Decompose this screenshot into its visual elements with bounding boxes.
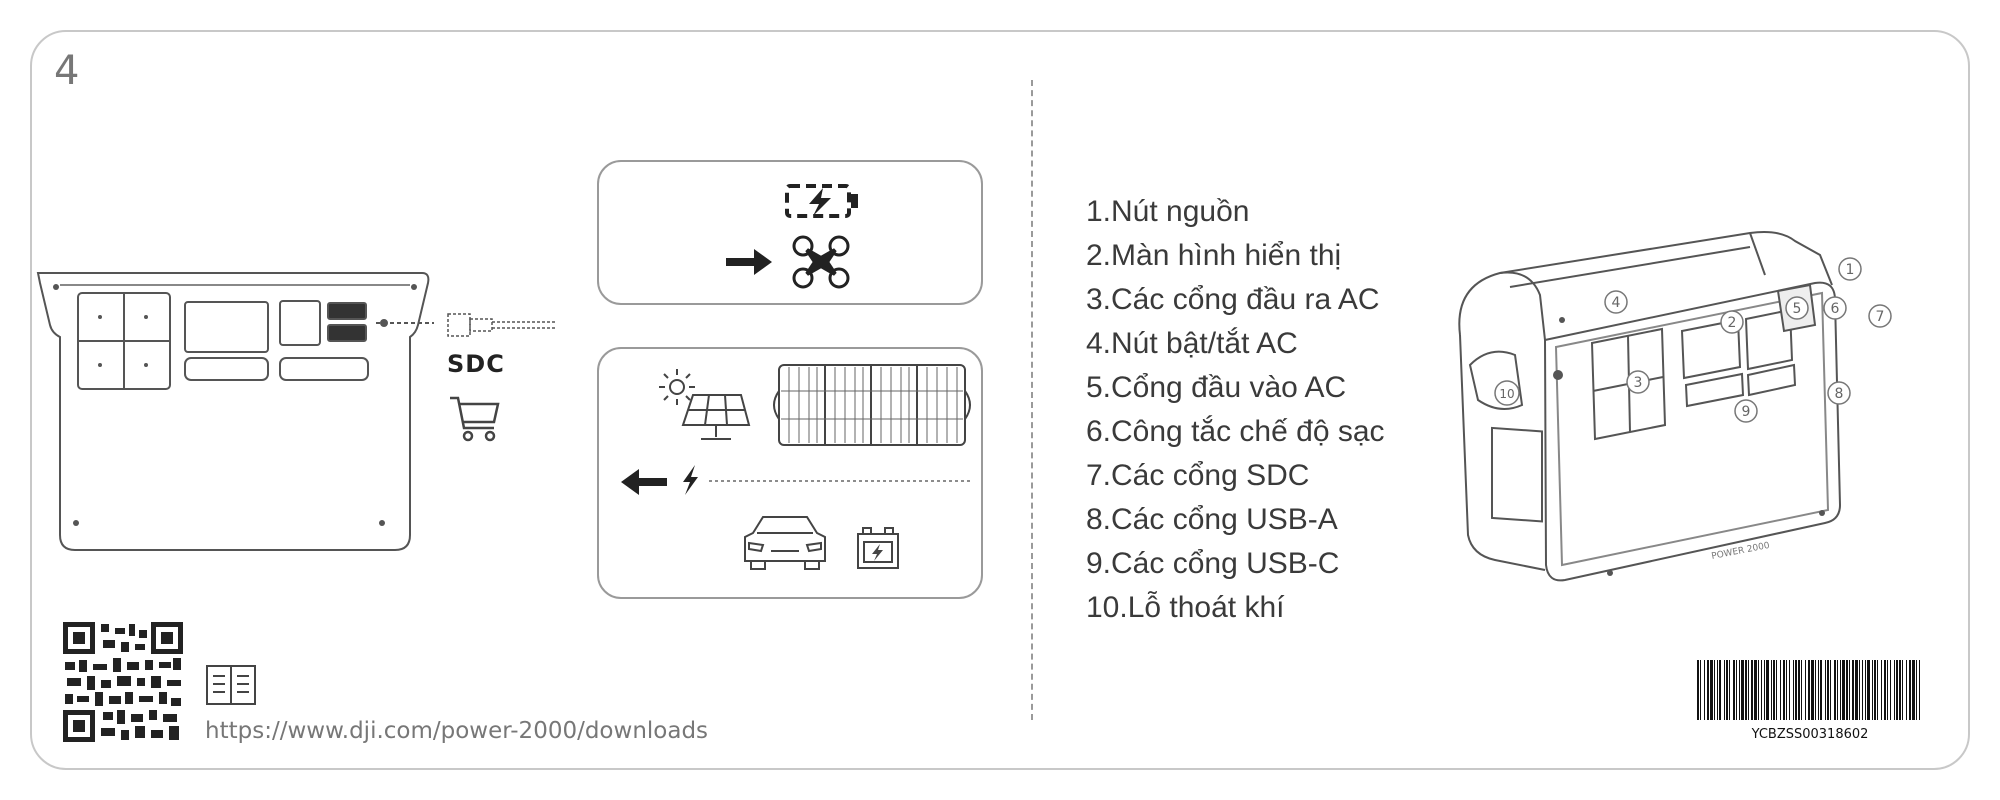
barcode-bar	[1714, 660, 1715, 720]
barcode-bar	[1724, 660, 1725, 720]
download-url-link[interactable]: https://www.dji.com/power-2000/downloads	[205, 718, 709, 744]
barcode-bar	[1815, 660, 1816, 720]
barcode-bar	[1729, 660, 1730, 720]
legend-item: 1.Nút nguồn	[1086, 195, 1250, 228]
manual-book-icon	[205, 664, 257, 706]
barcode-bar	[1902, 660, 1903, 720]
dashed-divider	[1031, 80, 1033, 720]
callout-6	[1824, 297, 1846, 319]
barcode-bar	[1881, 660, 1882, 720]
car-battery-icon	[854, 526, 902, 572]
barcode-bar	[1820, 660, 1822, 720]
barcode-bar	[1805, 660, 1806, 720]
barcode-bar	[1726, 660, 1728, 720]
component-legend	[1086, 190, 1385, 630]
barcode-bar	[1906, 660, 1907, 720]
legend-item: 10.Lỗ thoát khí	[1086, 591, 1285, 624]
barcode-bar	[1697, 660, 1699, 720]
svg-text:6: 6	[1830, 301, 1840, 317]
barcode-serial: YCBZSS00318602	[1751, 727, 1869, 742]
barcode-bar	[1818, 660, 1819, 720]
arrow-left-icon	[619, 467, 669, 497]
svg-text:9: 9	[1741, 404, 1751, 420]
barcode-bar	[1751, 660, 1753, 720]
barcode-bar	[1795, 660, 1797, 720]
svg-text:3: 3	[1633, 375, 1643, 391]
legend-item: 9.Các cổng USB-C	[1086, 547, 1340, 580]
barcode-bar	[1748, 660, 1749, 720]
barcode-bar	[1704, 660, 1705, 720]
callout-4	[1605, 291, 1627, 313]
svg-text:5: 5	[1792, 301, 1802, 317]
lightning-bolt-icon	[679, 463, 701, 497]
battery-charging-icon	[785, 182, 859, 220]
legend-item: 4.Nút bật/tắt AC	[1086, 327, 1298, 360]
barcode-bar	[1754, 660, 1757, 720]
barcode-bar	[1739, 660, 1740, 720]
barcode-bar	[1798, 660, 1800, 720]
barcode-bar	[1855, 660, 1858, 720]
legend-item: 3.Các cổng đầu ra AC	[1086, 283, 1380, 316]
sdc-connector-icon	[440, 310, 560, 340]
barcode-bar	[1771, 660, 1772, 720]
barcode-bar	[1896, 660, 1898, 720]
barcode-bar	[1874, 660, 1876, 720]
barcode-bar	[1916, 660, 1917, 720]
barcode-bar	[1877, 660, 1878, 720]
dashed-connection-line	[709, 479, 971, 483]
qr-code-icon	[63, 622, 183, 742]
barcode-bar	[1710, 660, 1713, 720]
barcode-bar	[1717, 660, 1718, 720]
svg-text:4: 4	[1611, 295, 1621, 311]
barcode-bar	[1758, 660, 1759, 720]
callout-2	[1721, 311, 1743, 333]
barcode-bar	[1842, 660, 1845, 720]
barcode-bar	[1846, 660, 1848, 720]
folding-solar-panel	[767, 361, 977, 449]
callout-5	[1786, 297, 1808, 319]
svg-text:1: 1	[1845, 262, 1855, 278]
solar-car-charging-panel	[597, 347, 983, 599]
barcode-bar	[1811, 660, 1814, 720]
barcode-bar	[1852, 660, 1854, 720]
legend-item: 7.Các cổng SDC	[1086, 459, 1310, 492]
device-brand-text: POWER 2000	[1710, 540, 1771, 562]
barcode-bar	[1766, 660, 1769, 720]
barcode-bar	[1840, 660, 1841, 720]
barcode-bar	[1719, 660, 1721, 720]
barcode-bar	[1865, 660, 1866, 720]
callout-3	[1627, 371, 1649, 393]
car-icon	[739, 511, 831, 573]
legend-item: 6.Công tắc chế độ sạc	[1086, 415, 1385, 448]
barcode-bar	[1872, 660, 1873, 720]
callout-8	[1828, 382, 1850, 404]
barcode-bar	[1849, 660, 1850, 720]
barcode-bar	[1884, 660, 1886, 720]
barcode-bar	[1862, 660, 1863, 720]
svg-text:7: 7	[1875, 309, 1885, 325]
callout-1	[1839, 258, 1861, 280]
barcode-bar	[1890, 660, 1891, 720]
drone-icon	[791, 234, 851, 290]
barcode-bar	[1780, 660, 1781, 720]
barcode-bar	[1837, 660, 1838, 720]
barcode-bar	[1700, 660, 1701, 720]
svg-text:2: 2	[1727, 315, 1737, 331]
barcode-bar	[1733, 660, 1735, 720]
barcode-bar	[1764, 660, 1765, 720]
barcode-bar	[1834, 660, 1836, 720]
barcode-bar	[1786, 660, 1787, 720]
legend-item: 8.Các cổng USB-A	[1086, 503, 1338, 536]
barcode-bar	[1808, 660, 1810, 720]
barcode-bar	[1741, 660, 1744, 720]
arrow-right-icon	[724, 247, 774, 277]
barcode-bar	[1825, 660, 1826, 720]
barcode-bar	[1783, 660, 1785, 720]
callout-7	[1869, 305, 1891, 327]
barcode-bar	[1909, 660, 1911, 720]
svg-text:8: 8	[1834, 386, 1844, 402]
callout-9	[1735, 400, 1757, 422]
barcode-bar	[1830, 660, 1831, 720]
barcode-bar	[1801, 660, 1802, 720]
legend-item: 5.Cổng đầu vào AC	[1086, 371, 1347, 404]
barcode-bar	[1761, 660, 1762, 720]
barcode-bar	[1736, 660, 1737, 720]
barcode-bar	[1707, 660, 1709, 720]
barcode-bar	[1887, 660, 1888, 720]
callout-10	[1495, 381, 1519, 405]
barcode-bar	[1827, 660, 1829, 720]
barcode-bar	[1919, 660, 1920, 720]
legend-item: 2.Màn hình hiển thị	[1086, 239, 1342, 272]
barcode-bar	[1745, 660, 1747, 720]
device-front-illustration	[30, 265, 440, 560]
svg-text:10: 10	[1499, 387, 1515, 401]
solar-panel-icon	[681, 391, 751, 443]
barcode-bar	[1789, 660, 1790, 720]
barcode-bar	[1867, 660, 1870, 720]
device-isometric-illustration	[1450, 225, 1910, 610]
sdc-label: SDC	[447, 350, 505, 378]
page-number: 4	[54, 48, 80, 94]
barcode-bar	[1776, 660, 1777, 720]
barcode-bar	[1899, 660, 1901, 720]
barcode-bar	[1773, 660, 1775, 720]
barcode-bar	[1912, 660, 1915, 720]
shopping-cart-icon	[448, 394, 502, 444]
barcode-bar	[1859, 660, 1860, 720]
drone-charging-panel	[597, 160, 983, 305]
barcode-bar	[1894, 660, 1895, 720]
barcode	[1695, 660, 1925, 722]
barcode-bar	[1793, 660, 1794, 720]
